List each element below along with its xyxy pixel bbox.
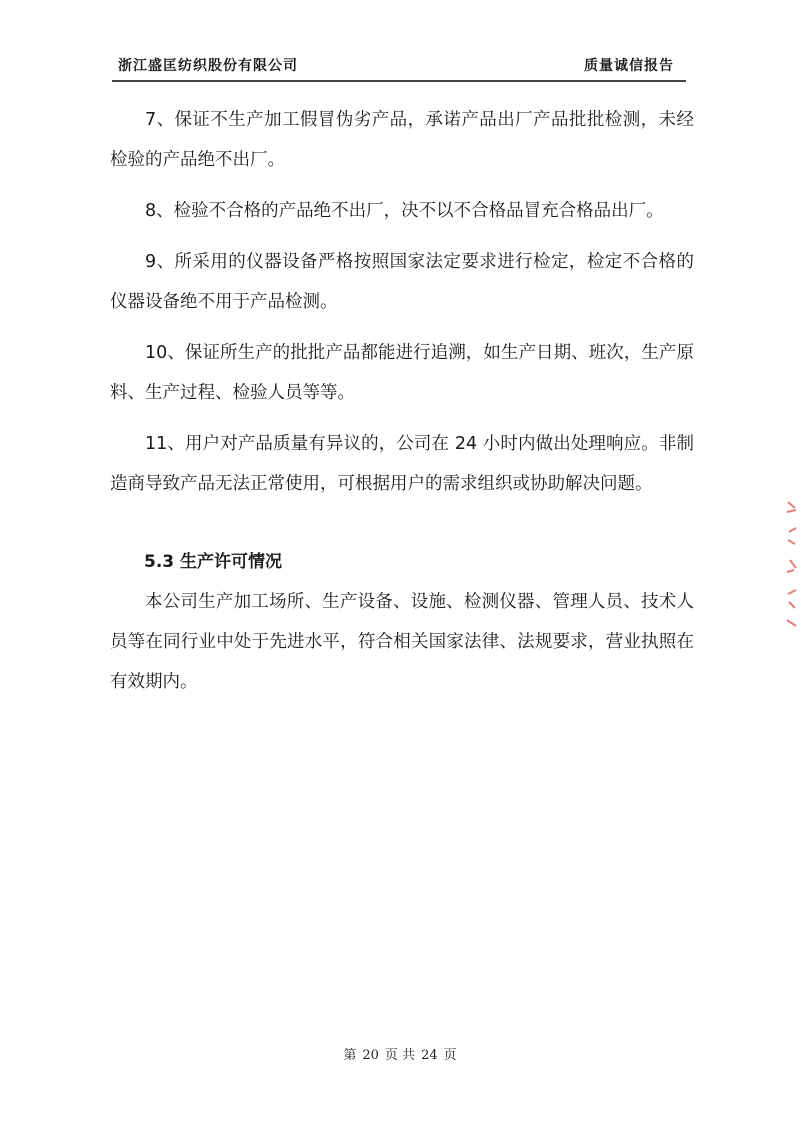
paragraph-7: 7、保证不生产加工假冒伪劣产品，承诺产品出厂产品批批检测，未经检验的产品绝不出厂。 — [110, 110, 694, 170]
section-body: 本公司生产加工场所、生产设备、设施、检测仪器、管理人员、技术人员等在同行业中处于先进水平，符合相关国家法律、法规要求，营业执照在有效期内。 — [110, 592, 694, 692]
footer-current-page: 20 — [362, 1048, 379, 1063]
footer-prefix: 第 — [343, 1048, 357, 1063]
document-body — [110, 100, 694, 702]
section-heading: 5.3 生产许可情况 — [144, 552, 283, 572]
page-header — [112, 48, 686, 82]
footer-suffix: 页 — [443, 1048, 457, 1063]
paragraph-9: 9、所采用的仪器设备严格按照国家法定要求进行检定，检定不合格的仪器设备绝不用于产品检测。 — [110, 252, 694, 312]
paragraph-10: 10、保证所生产的批批产品都能进行追溯，如生产日期、班次，生产原料、生产过程、检验人员等等。 — [110, 343, 694, 403]
report-type-label: 质量诚信报告 — [584, 58, 674, 74]
company-name: 浙江盛匡纺织股份有限公司 — [118, 58, 298, 74]
paragraph-8: 8、检验不合格的产品绝不出厂，决不以不合格品冒充合格品出厂。 — [145, 201, 664, 221]
footer-total-pages: 24 — [421, 1048, 438, 1063]
footer-middle: 页 共 — [384, 1048, 416, 1063]
paragraph-11: 11、用户对产品质量有异议的，公司在 24 小时内做出处理响应。非制造商导致产品无法正常使用，可根据用户的需求组织或协助解决问题。 — [110, 434, 694, 494]
page-footer — [0, 1044, 800, 1063]
seal-stamp-edge-icon — [784, 498, 798, 632]
